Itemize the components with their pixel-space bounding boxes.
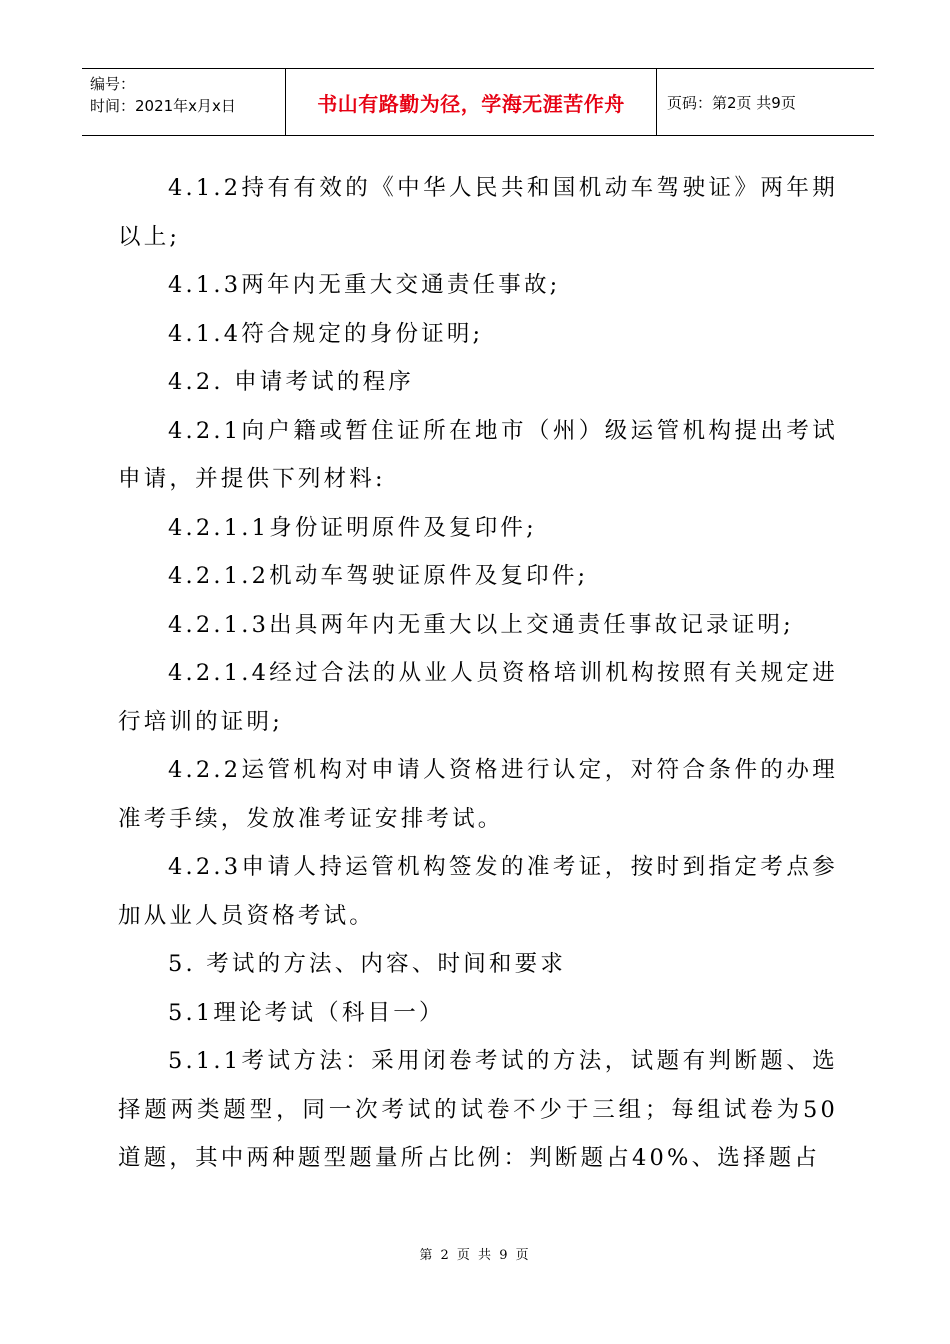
section-heading: 5.1理论考试（科目一） [168, 999, 445, 1026]
paragraph: 4.1.2持有有效的《中华人民共和国机动车驾驶证》两年期以上; [118, 175, 838, 250]
paragraph: 4.2.2运管机构对申请人资格进行认定，对符合条件的办理准考手续，发放准考证安排考试。 [118, 757, 838, 832]
paragraph: 4.1.4符合规定的身份证明; [168, 320, 484, 347]
paragraph: 4.2.3申请人持运管机构签发的准考证，按时到指定考点参加从业人员资格考试。 [118, 854, 838, 929]
document-header [82, 68, 874, 136]
paragraph: 4.2.1.1身份证明原件及复印件; [168, 514, 537, 541]
header-meta [82, 69, 285, 135]
paragraph: 4.2.1向户籍或暂住证所在地市（州）级运管机构提出考试申请，并提供下列材料: [118, 417, 838, 492]
paragraph: 4.2.1.4经过合法的从业人员资格培训机构按照有关规定进行培训的证明; [118, 660, 838, 735]
paragraph: 4.1.3两年内无重大交通责任事故; [168, 272, 561, 298]
page-info: 页码：第2页 共9页 [667, 93, 796, 112]
time-label: 时间：2021年x月x日 [90, 97, 236, 115]
section-heading: 5. 考试的方法、内容、时间和要求 [168, 951, 567, 977]
paragraph: 4.2.1.2机动车驾驶证原件及复印件; [168, 563, 589, 589]
paragraph: 4.2.1.3出具两年内无重大以上交通责任事故记录证明; [168, 611, 794, 638]
page-footer: 第 2 页 共 9 页 [419, 1248, 531, 1263]
header-page-info [657, 69, 874, 135]
header-motto-cell [285, 69, 657, 135]
document-body [118, 164, 838, 1183]
number-label: 编号： [90, 75, 136, 93]
motto: 书山有路勤为径，学海无涯苦作舟 [317, 91, 625, 116]
paragraph: 5.1.1考试方法：采用闭卷考试的方法，试题有判断题、选择题两类题型，同一次考试的试卷不少于三组；每组试卷为50道题，其中两种题型题量所占比例：判断题占40%、选择题占 [118, 1048, 838, 1171]
section-heading: 4.2. 申请考试的程序 [168, 369, 414, 395]
